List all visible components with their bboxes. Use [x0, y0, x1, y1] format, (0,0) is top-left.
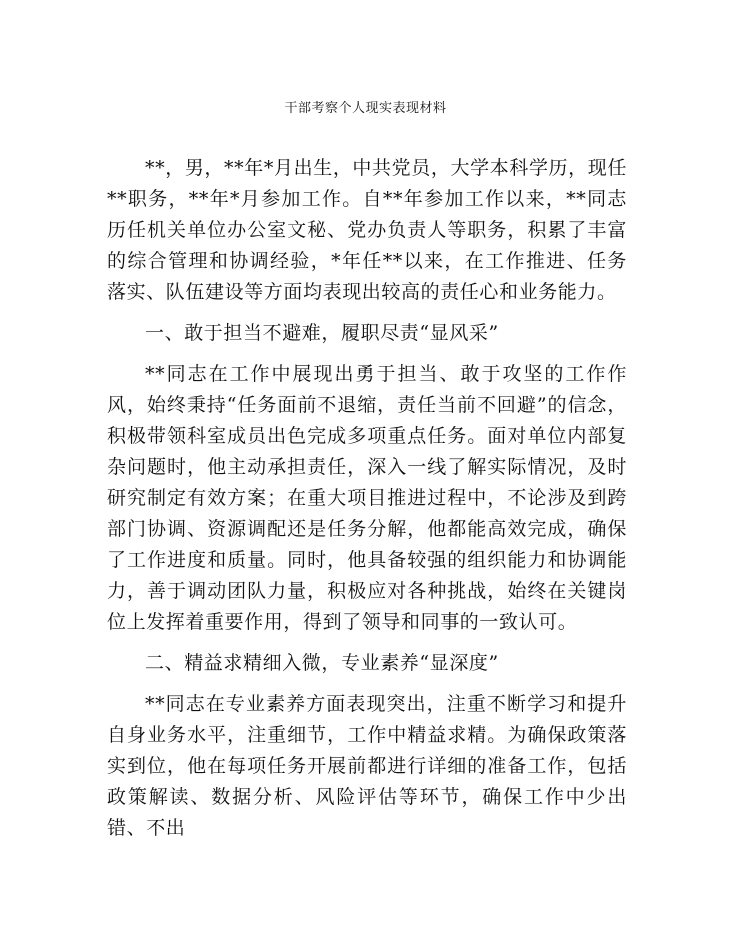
document-title: 干部考察个人现实表现材料 [284, 101, 447, 116]
section-body-1: **同志在工作中展现出勇于担当、敢于攻坚的工作作风，始终秉持“任务面前不退缩，责任当前不回避”的信念，积极带领科室成员出色完成多项重点任务。面对单位内部复杂问题时，他主动承担责任，深入一线了解实际情况，及时研究制定有效方案；在重大项目推进过程中，不论涉及到跨部门协调、资源调配还是任务分解，他都能高效完成，确保了工作进度和质量。同时，他具备较强的组织能力和协调能力，善于调动团队力量，积极应对各种挑战，始终在关键岗位上发挥着重要作用，得到了领导和同事的一致认可。 [107, 363, 627, 633]
document-body [107, 153, 627, 844]
intro-paragraph: **，男，**年*月出生，中共党员，大学本科学历，现任**职务，**年*月参加工作。自**年参加工作以来，**同志历任机关单位办公室文秘、党办负责人等职务，积累了丰富的综合管理和协调经验，*年任**以来，在工作推进、任务落实、队伍建设等方面均表现出较高的责任心和业务能力。 [107, 157, 627, 303]
section-body-2: **同志在专业素养方面表现突出，注重不断学习和提升自身业务水平，注重细节，工作中精益求精。为确保政策落实到位，他在每项任务开展前都进行详细的准备工作，包括政策解读、数据分析、风险评估等环节，确保工作中少出错、不出 [107, 693, 627, 839]
section-heading-2: 二、精益求精细入微，专业素养“显深度” [145, 652, 499, 674]
section-heading-1: 一、敢于担当不避难，履职尽责“显风采” [145, 322, 499, 344]
